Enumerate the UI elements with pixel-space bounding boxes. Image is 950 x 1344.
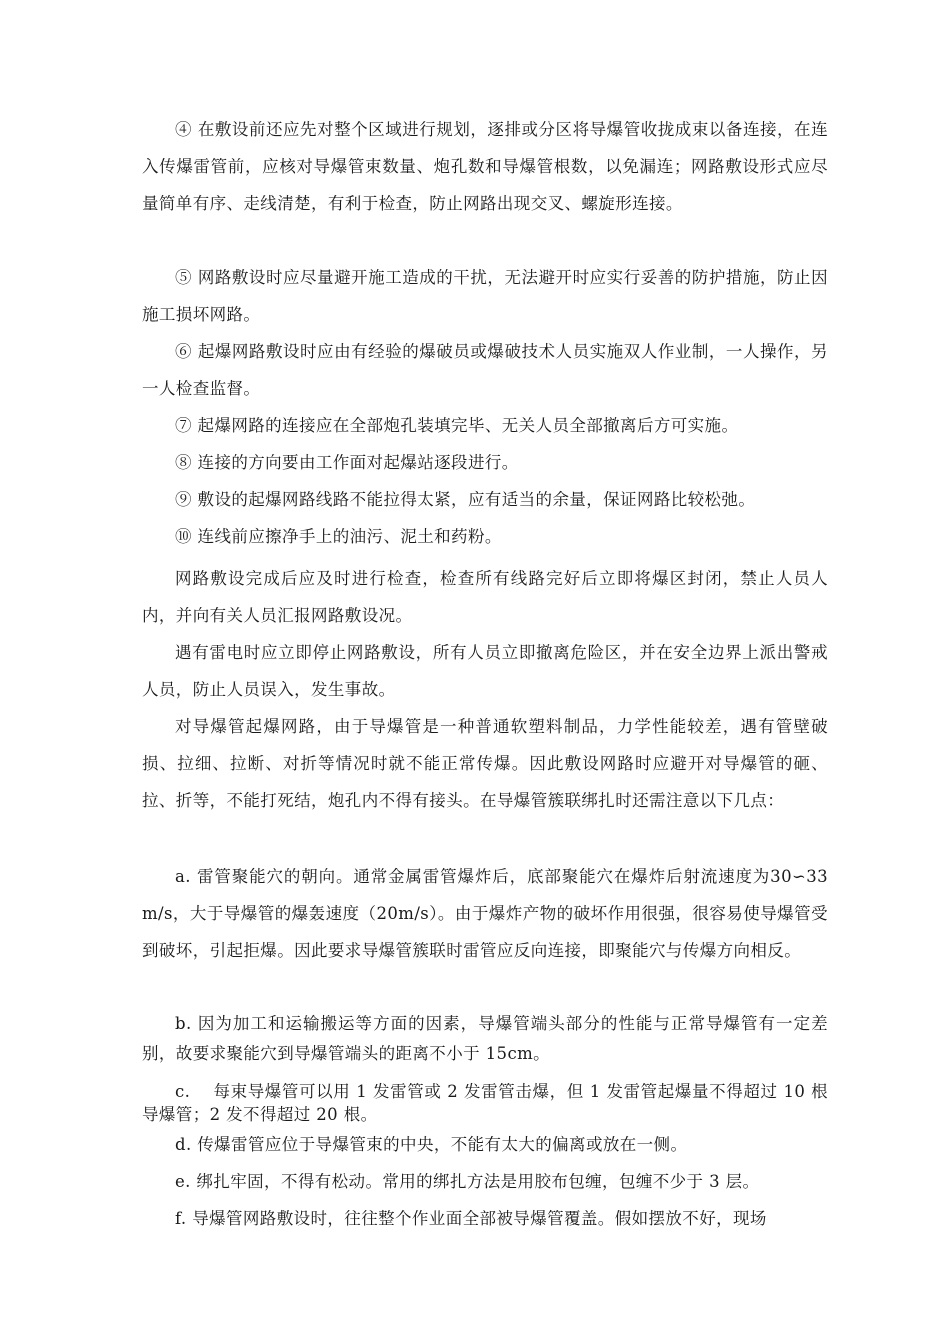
paragraph-item-5: ⑤ 网路敷设时应尽量避开施工造成的干扰，无法避开时应实行妥善的防护措施，防止因施工损坏网路。 (142, 268, 828, 324)
paragraph-item-c: c. 每束导爆管可以用 1 发雷管或 2 发雷管击爆，但 1 发雷管起爆量不得超过 10 根导爆管；2 发不得超过 20 根。 (142, 1082, 828, 1124)
paragraph-item-a: a. 雷管聚能穴的朝向。通常金属雷管爆炸后，底部聚能穴在爆炸后射流速度为30∽33m/s，大于导爆管的爆轰速度（20m/s）。由于爆炸产物的破坏作用很强，很容易使导爆管受到破坏，引起拒爆。因此要求导爆管簇联时雷管应反向连接，即聚能穴与传爆方向相反。 (142, 867, 828, 960)
paragraph-item-4: ④ 在敷设前还应先对整个区域进行规划，逐排或分区将导爆管收拢成束以备连接，在连入传爆雷管前，应核对导爆管束数量、炮孔数和导爆管根数，以免漏连；网路敷设形式应尽量简单有序、走线清楚，有利于检查，防止网路出现交叉、螺旋形连接。 (142, 120, 828, 213)
paragraph-item-7: ⑦ 起爆网路的连接应在全部炮孔装填完毕、无关人员全部撤离后方可实施。 (175, 416, 739, 435)
paragraph-item-8: ⑧ 连接的方向要由工作面对起爆站逐段进行。 (175, 453, 519, 472)
paragraph-item-9: ⑨ 敷设的起爆网路线路不能拉得太紧，应有适当的余量，保证网路比较松弛。 (175, 490, 756, 509)
paragraph-lightning: 遇有雷电时应立即停止网路敷设，所有人员立即撤离危险区，并在安全边界上派出警戒人员，防止人员误入，发生事故。 (142, 643, 828, 699)
paragraph-item-6: ⑥ 起爆网路敷设时应由有经验的爆破员或爆破技术人员实施双人作业制，一人操作，另一人检查监督。 (142, 342, 828, 398)
paragraph-inspection: 网路敷设完成后应及时进行检查，检查所有线路完好后立即将爆区封闭，禁止人员人内，并向有关人员汇报网路敷设况。 (142, 569, 828, 625)
paragraph-item-e: e. 绑扎牢固，不得有松动。常用的绑扎方法是用胶布包缠，包缠不少于 3 层。 (175, 1172, 760, 1191)
paragraph-detonating-tube: 对导爆管起爆网路，由于导爆管是一种普通软塑料制品，力学性能较差，遇有管壁破损、拉细、拉断、对折等情况时就不能正常传爆。因此敷设网路时应避开对导爆管的砸、拉、折等，不能打死结，炮孔内不得有接头。在导爆管簇联绑扎时还需注意以下几点： (142, 717, 828, 810)
paragraph-item-d: d. 传爆雷管应位于导爆管束的中央，不能有太大的偏离或放在一侧。 (175, 1135, 688, 1154)
paragraph-item-10: ⑩ 连线前应擦净手上的油污、泥土和药粉。 (175, 527, 502, 546)
paragraph-item-b: b. 因为加工和运输搬运等方面的因素，导爆管端头部分的性能与正常导爆管有一定差别，故要求聚能穴到导爆管端头的距离不小于 15cm。 (142, 1014, 828, 1063)
paragraph-item-f: f. 导爆管网路敷设时，往往整个作业面全部被导爆管覆盖。假如摆放不好，现场 (175, 1209, 767, 1228)
